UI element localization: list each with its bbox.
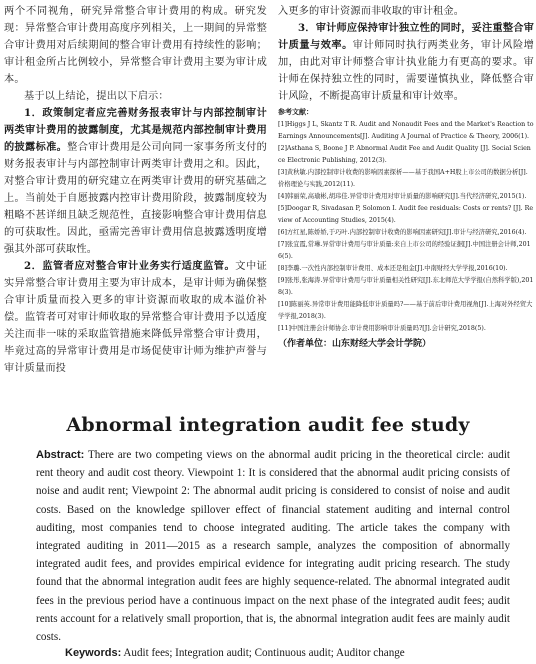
english-keywords (65, 645, 515, 661)
reference-item: [9]张彤,张海涛.异常审计费用与审计质量相关性研究[J].东北师范大学学报(自然科学版),2018(3). (278, 277, 534, 296)
reference-item: [5]Doogar R, Sivadasan P, Solomon I. Audit fee residuals: Costs or rents? [J]. Review of Accounting Studies, 2015(4). (278, 205, 534, 224)
reference-item: [2]Asthana S, Boone J P. Abnormal Audit Fee and Audit Quality [J]. Social Science Electronic Publishing, 2012(3). (278, 145, 531, 164)
paragraph-lead: 3．审计师应保持审计独立性的同时，妥注重整合审计质量与效率。 (278, 22, 534, 51)
left-column (4, 3, 267, 377)
reference-item: [11]中国注册会计师协会.审计费用影响审计质量吗?[J].会计研究,2018(5). (278, 325, 486, 332)
paragraph-text: 审计师同时执行两类业务，审计风险增加，由此对审计师整合审计执业能力有更高的要求。审计师在保持独立性的同时，需要谨慎执业，降低整合审计风险，不断提高审计质量和审计效率。 (278, 40, 534, 102)
english-title: Abnormal integration audit fee study (66, 414, 470, 436)
body-paragraph: 入更多的审计资源而非收取的审计租金。 (278, 6, 465, 17)
english-abstract (36, 446, 510, 646)
keywords-text: Audit fees; Integration audit; Continuous audit; Auditor change (123, 647, 405, 659)
keywords-label: Keywords: (65, 647, 122, 659)
reference-list (278, 119, 534, 335)
body-paragraph: 两个不同视角，研究异常整合审计费用的构成。研究发现：异常整合审计费用高度序列相关，上一期间的异常整合审计费用对后续期间的整合审计费用有持续性的影响；审计租金所占比例较小，异常整合审计费用主要为审计成本。 (4, 6, 267, 85)
reference-item: [6]方红星,陈娇娇,于巧叶.内部控制审计收费的影响因素研究[J].审计与经济研究,2016(4). (278, 229, 527, 236)
paragraph-lead: 2．监管者应对整合审计业务实行适度监管。 (24, 260, 236, 272)
paragraph-text: 文中证实异常整合审计费用主要为审计成本，是审计师为确保整合审计质量而投入更多的审计资源而收取的成本溢价补偿。监管者可对审计师收取的异常整合审计费用予以适度关注而非一味的采取监管措施来降低异常整合审计费用，毕竟过高的异常审计费用是市场促使审计师为维护声誉与审计质量而投 (4, 261, 268, 374)
reference-item: [8]李璐.一次性内部控制审计费用、成本还是租金[J].中南财经大学学报,2016(10). (278, 265, 508, 272)
reference-item: [1]Higgs J L, Skantz T R. Audit and Nonaudit Fees and the Market's Reaction to Earnings Announcements[J]. Auditing A Journal of Practice & Theory, 2006(1). (278, 121, 534, 140)
body-paragraph (4, 105, 267, 258)
reference-item: [7]张宜霞,常琳.异常审计费用与审计质量:来自上市公司的经验证据[J].中国注册会计师,2016(5). (278, 241, 531, 260)
paragraph-text: 整合审计费用是公司向同一家事务所支付的财务报表审计与内部控制审计两类审计费用之和。因此，对整合审计费用的研究建立在两类审计费用的研究基础之上。当前处于自愿披露内控审计费用阶段，披露制度较为粗略不甚详细且缺乏规范性，直接影响整合审计费用信息的可获取性。因此，亟需完善审计费用信息披露透明度增强其外部可获取性。 (4, 142, 267, 255)
body-paragraph (278, 20, 534, 105)
reference-item: [4]韩丽荣,高瑜彬,胡玮佳.异常审计费用对审计质量的影响研究[J].当代经济研究,2015(1). (278, 193, 527, 200)
author-affiliation: （作者单位：山东财经大学会计学院） (278, 339, 432, 349)
paragraph-lead: 1．政策制定者应完善财务报表审计与内部控制审计两类审计费用的披露制度，尤其是规范内部控制审计费用的披露标准。 (4, 107, 267, 153)
abstract-label: Abstract: (36, 449, 85, 461)
body-paragraph (4, 258, 267, 377)
references-heading: 参考文献： (278, 107, 313, 116)
reference-item: [10]陈丽英.异常审计费用能降低审计质量吗?——基于前后审计费用视角[J].上海对外经贸大学学报,2018(3). (278, 301, 533, 320)
abstract-text: There are two competing views on the abnormal audit pricing in the theoretical circle: audit rent theory and audit cost theory. Viewpoint 1: It is considered that the abnormal audit pricing consists of noise and audit rent; Viewpoint 2: The abnormal audit pricing is considered to consist of noise and audit costs. Based on the knowledge spillover effect of financial statement auditing and internal control auditing, most companies tend to choose integrated auditing. The article takes the company with integrated auditing in 2011—2015 as a research sample, analyzes the composition of abnormally integrated audit fees, and provides empirical evidence for integrating audit pricing research. The study found that the abnormal integration audit fees are highly sequence-related. The abnormal integrated audit fees in the previous period have a continuous impact on the next phase of the integrated audit fees; audit rents account for a relatively small proportion, that is, the abnormal integration audit fees are mainly audit costs. (36, 449, 511, 644)
body-paragraph: 基于以上结论，提出以下启示： (24, 91, 169, 102)
reference-item: [3]黄秋敏.内部控制审计收费的影响因素探析——基于我国A+H股上市公司的数据分析[J].价格理论与实践,2012(11). (278, 169, 528, 188)
right-column (278, 3, 534, 349)
